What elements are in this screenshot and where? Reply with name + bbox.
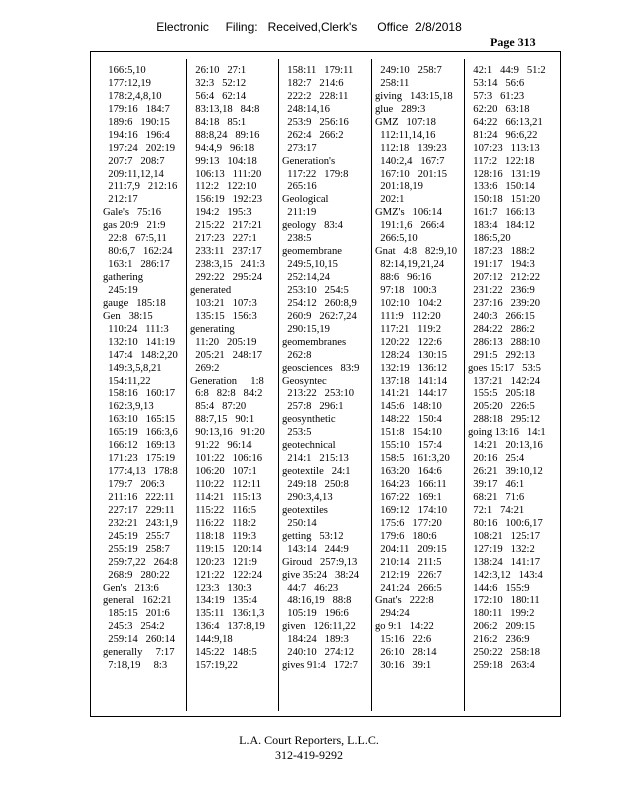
- index-entry: 156:19 192:23: [190, 194, 263, 206]
- index-entry: 262:4 266:2: [282, 129, 344, 141]
- index-entry: 88:8,24 89:16: [190, 129, 260, 141]
- index-entry: 120:22 122:6: [375, 336, 442, 348]
- index-entry: 80:16 100:6,17: [468, 517, 543, 529]
- index-entry: 204:11 209:15: [375, 543, 447, 555]
- index-entry: 250:22 258:18: [468, 647, 541, 659]
- index-entry: 288:18 295:12: [468, 414, 541, 426]
- index-entry: generated: [190, 284, 232, 296]
- index-entry: 213:22 253:10: [282, 388, 355, 400]
- index-entry: 85:4 87:20: [190, 401, 247, 413]
- index-entry: 165:19 166:3,6: [103, 427, 178, 439]
- index-entry: 103:21 107:3: [190, 297, 257, 309]
- index-entry: 108:21 125:17: [468, 530, 541, 542]
- index-entry: 64:22 66:13,21: [468, 116, 543, 128]
- index-entry: Giroud 257:9,13: [282, 556, 358, 568]
- index-entry: 194:2 195:3: [190, 207, 252, 219]
- index-entry: generally 7:17: [103, 647, 175, 659]
- index-entry: 137:21 142:24: [468, 375, 541, 387]
- column-divider: [278, 59, 279, 711]
- index-entry: 202:1: [375, 194, 405, 206]
- index-entry: 182:7 214:6: [282, 77, 344, 89]
- index-entry: 135:15 156:3: [190, 310, 257, 322]
- index-column-4: [375, 65, 461, 715]
- index-entry: 238:3,15 241:3: [190, 259, 265, 271]
- index-entry: 132:19 136:12: [375, 362, 448, 374]
- index-entry: 294:24: [375, 608, 410, 620]
- index-entry: giving 143:15,18: [375, 90, 453, 102]
- index-entry: 259:14 260:14: [103, 634, 176, 646]
- index-entry: 212:19 226:7: [375, 569, 442, 581]
- index-column-1: [103, 65, 181, 715]
- index-entry: goes 15:17 53:5: [468, 362, 541, 374]
- index-entry: 167:22 169:1: [375, 491, 442, 503]
- index-entry: 6:8 82:8 84:2: [190, 388, 263, 400]
- index-entry: 290:15,19: [282, 323, 330, 335]
- index-entry: 72:1 74:21: [468, 504, 525, 516]
- index-entry: 83:13,18 84:8: [190, 103, 260, 115]
- index-entry: 116:22 118:2: [190, 517, 257, 529]
- index-entry: 189:6 190:15: [103, 116, 170, 128]
- index-entry: 118:18 119:3: [190, 530, 257, 542]
- index-entry: 211:16 222:11: [103, 491, 175, 503]
- index-entry: 57:3 61:23: [468, 90, 525, 102]
- index-entry: 158:11 179:11: [282, 65, 354, 76]
- index-entry: 172:10 180:11: [468, 595, 540, 607]
- index-entry: 53:14 56:6: [468, 77, 525, 89]
- index-entry: 245:3 254:2: [103, 621, 165, 633]
- index-entry: 162:3,9,13: [103, 401, 154, 413]
- index-entry: 175:6 177:20: [375, 517, 442, 529]
- index-entry: 286:13 288:10: [468, 336, 541, 348]
- index-entry: 253:5: [282, 427, 312, 439]
- index-entry: 128:24 130:15: [375, 349, 448, 361]
- index-entry: 240:3 266:15: [468, 310, 535, 322]
- index-entry: 26:10 28:14: [375, 647, 437, 659]
- index-entry: 292:22 295:24: [190, 272, 263, 283]
- index-entry: 110:24 111:3: [103, 323, 169, 335]
- index-entry: 169:12 174:10: [375, 504, 448, 516]
- index-entry: 120:23 121:9: [190, 556, 257, 568]
- index-entry: GMZ's 106:14: [375, 207, 442, 219]
- index-entry: 262:8: [282, 349, 312, 361]
- index-entry: 90:13,16 91:20: [190, 427, 265, 439]
- index-entry: 115:22 116:5: [190, 504, 257, 516]
- index-entry: 167:10 201:15: [375, 168, 448, 180]
- index-entry: geotextiles: [282, 504, 328, 516]
- index-entry: 245:19: [103, 284, 138, 296]
- index-entry: 163:1 286:17: [103, 259, 170, 271]
- index-entry: 119:15 120:14: [190, 543, 262, 555]
- index-entry: 112:11,14,16: [375, 129, 436, 141]
- index-entry: 185:15 201:6: [103, 608, 170, 620]
- index-column-5: [468, 65, 556, 715]
- index-entry: 253:9 256:16: [282, 116, 349, 128]
- index-entry: 163:20 164:6: [375, 466, 442, 478]
- index-entry: 237:16 239:20: [468, 297, 541, 309]
- index-entry: 265:16: [282, 181, 317, 193]
- page-number: Page 313: [490, 35, 536, 49]
- index-entry: 205:21 248:17: [190, 349, 263, 361]
- index-entry: 179:16 184:7: [103, 103, 170, 115]
- column-divider: [464, 59, 465, 711]
- index-entry: give 35:24 38:24: [282, 569, 360, 581]
- index-entry: 141:21 144:17: [375, 388, 448, 400]
- index-entry: 249:10 258:7: [375, 65, 442, 76]
- index-entry: 48:16,19 88:8: [282, 595, 352, 607]
- index-entry: 117:2 122:18: [468, 155, 535, 167]
- index-entry: 177:4,13 178:8: [103, 466, 178, 478]
- index-entry: Gale's 75:16: [103, 207, 162, 219]
- index-column-2: [190, 65, 274, 715]
- index-entry: glue 289:3: [375, 103, 426, 115]
- index-entry: 123:3 130:3: [190, 582, 252, 594]
- index-entry: given 126:11,22: [282, 621, 356, 633]
- index-entry: 201:18,19: [375, 181, 423, 193]
- index-entry: 106:13 111:20: [190, 168, 262, 180]
- index-entry: Geosyntec: [282, 375, 327, 387]
- index-entry: getting 53:12: [282, 530, 344, 542]
- index-entry: 14:21 20:13,16: [468, 440, 543, 452]
- index-entry: 252:14,24: [282, 272, 330, 283]
- reporter-phone: 312-419-9292: [275, 748, 343, 762]
- index-entry: 20:16 25:4: [468, 453, 525, 465]
- index-entry: 56:4 62:14: [190, 90, 247, 102]
- index-entry: 241:24 266:5: [375, 582, 442, 594]
- filing-stamp: Electronic Filing: Received,Clerk's Office 2/8/2018: [156, 20, 462, 34]
- index-entry: Gen 38:15: [103, 310, 153, 322]
- index-entry: 250:14: [282, 517, 317, 529]
- index-entry: Generation's: [282, 155, 336, 167]
- index-entry: 155:10 157:4: [375, 440, 442, 452]
- index-entry: gas 20:9 21:9: [103, 220, 166, 232]
- index-entry: 209:11,12,14: [103, 168, 164, 180]
- index-entry: 249:18 250:8: [282, 479, 349, 490]
- index-entry: 42:1 44:9 51:2: [468, 65, 546, 76]
- index-entry: 284:22 286:2: [468, 323, 535, 335]
- index-entry: Generation 1:8: [190, 375, 264, 387]
- index-entry: geosynthetic: [282, 414, 336, 426]
- index-entry: 136:4 137:8,19: [190, 621, 265, 633]
- index-entry: 183:4 184:12: [468, 220, 535, 232]
- index-entry: geomembrane: [282, 246, 343, 258]
- index-entry: 206:2 209:15: [468, 621, 535, 633]
- index-entry: 164:23 166:11: [375, 479, 447, 490]
- index-entry: 161:7 166:13: [468, 207, 535, 219]
- index-entry: GMZ 107:18: [375, 116, 436, 128]
- index-entry: 44:7 46:23: [282, 582, 339, 594]
- index-entry: 127:19 132:2: [468, 543, 535, 555]
- index-entry: 30:16 39:1: [375, 660, 432, 672]
- index-entry: 171:23 175:19: [103, 453, 176, 465]
- index-entry: 151:8 154:10: [375, 427, 442, 439]
- index-entry: 255:19 258:7: [103, 543, 170, 555]
- index-entry: 249:5,10,15: [282, 259, 338, 271]
- index-entry: 149:3,5,8,21: [103, 362, 162, 374]
- index-entry: 290:3,4,13: [282, 491, 333, 503]
- index-entry: geotechnical: [282, 440, 336, 452]
- index-entry: 269:2: [190, 362, 220, 374]
- index-entry: 80:6,7 162:24: [103, 246, 173, 258]
- index-entry: 184:24 189:3: [282, 634, 349, 646]
- index-entry: 68:21 71:6: [468, 491, 525, 503]
- index-entry: 194:16 196:4: [103, 129, 170, 141]
- index-entry: 84:18 85:1: [190, 116, 247, 128]
- index-entry: 106:20 107:1: [190, 466, 257, 478]
- index-entry: 26:10 27:1: [190, 65, 247, 76]
- index-entry: 135:11 136:1,3: [190, 608, 265, 620]
- index-entry: 128:16 131:19: [468, 168, 541, 180]
- index-entry: 142:3,12 143:4: [468, 569, 543, 581]
- index-entry: 254:12 260:8,9: [282, 297, 357, 309]
- index-entry: gauge 185:18: [103, 297, 166, 309]
- index-entry: 180:11 199:2: [468, 608, 535, 620]
- index-entry: 62:20 63:18: [468, 103, 530, 115]
- index-entry: 205:20 226:5: [468, 401, 535, 413]
- index-entry: 259:18 263:4: [468, 660, 535, 672]
- index-entry: geotextile 24:1: [282, 466, 351, 478]
- column-divider: [186, 59, 187, 711]
- index-entry: geology 83:4: [282, 220, 343, 232]
- index-entry: Gnat's 222:8: [375, 595, 434, 607]
- index-entry: 178:2,4,8,10: [103, 90, 162, 102]
- index-entry: 88:6 96:16: [375, 272, 432, 283]
- index-entry: geomembranes: [282, 336, 347, 348]
- index-entry: 15:16 22:6: [375, 634, 432, 646]
- index-entry: general 162:21: [103, 595, 172, 607]
- index-entry: 102:10 104:2: [375, 297, 442, 309]
- index-entry: 166:12 169:13: [103, 440, 176, 452]
- index-entry: 217:23 227:1: [190, 233, 257, 245]
- index-entry: 191:17 194:3: [468, 259, 535, 271]
- index-entry: 258:11: [375, 77, 410, 89]
- index-entry: 138:24 141:17: [468, 556, 541, 568]
- index-entry: 101:22 106:16: [190, 453, 263, 465]
- index-entry: 148:22 150:4: [375, 414, 442, 426]
- index-entry: 179:7 206:3: [103, 479, 165, 490]
- index-entry: 143:14 244:9: [282, 543, 349, 555]
- index-entry: 166:5,10: [103, 65, 146, 76]
- index-entry: 268:9 280:22: [103, 569, 170, 581]
- index-entry: 140:2,4 167:7: [375, 155, 445, 167]
- index-entry: 257:8 296:1: [282, 401, 344, 413]
- reporter-name: L.A. Court Reporters, L.L.C.: [239, 733, 379, 747]
- index-entry: 163:10 165:15: [103, 414, 176, 426]
- index-entry: 207:12 212:22: [468, 272, 541, 283]
- index-entry: 291:5 292:13: [468, 349, 535, 361]
- index-entry: 88:7,15 90:1: [190, 414, 255, 426]
- index-entry: 260:9 262:7,24: [282, 310, 357, 322]
- index-entry: 154:11,22: [103, 375, 151, 387]
- index-entry: 186:5,20: [468, 233, 511, 245]
- index-entry: going 13:16 14:1: [468, 427, 546, 439]
- index-entry: 114:21 115:13: [190, 491, 262, 503]
- index-entry: 144:9,18: [190, 634, 233, 646]
- index-entry: 210:14 211:5: [375, 556, 442, 568]
- index-entry: gathering: [103, 272, 144, 283]
- index-entry: 107:23 113:13: [468, 142, 540, 154]
- index-entry: 11:20 205:19: [190, 336, 257, 348]
- index-entry: 134:19 135:4: [190, 595, 257, 607]
- index-entry: 117:21 119:2: [375, 323, 442, 335]
- index-entry: 7:18,19 8:3: [103, 660, 168, 672]
- index-entry: 144:6 155:9: [468, 582, 530, 594]
- index-entry: 157:19,22: [190, 660, 238, 672]
- index-entry: 158:5 161:3,20: [375, 453, 450, 465]
- index-entry: 216:2 236:9: [468, 634, 530, 646]
- index-entry: 215:22 217:21: [190, 220, 263, 232]
- index-entry: Gnat 4:8 82:9,10: [375, 246, 458, 258]
- index-frame: [90, 51, 561, 717]
- index-entry: 211:7,9 212:16: [103, 181, 178, 193]
- index-entry: 94:4,9 96:18: [190, 142, 255, 154]
- index-entry: 137:18 141:14: [375, 375, 448, 387]
- index-entry: 233:11 237:17: [190, 246, 262, 258]
- column-divider: [371, 59, 372, 711]
- index-entry: 207:7 208:7: [103, 155, 165, 167]
- index-entry: 211:19: [282, 207, 317, 219]
- index-entry: 97:18 100:3: [375, 284, 437, 296]
- index-entry: 91:22 96:14: [190, 440, 252, 452]
- index-entry: 147:4 148:2,20: [103, 349, 178, 361]
- index-entry: 26:21 39:10,12: [468, 466, 543, 478]
- index-column-3: [282, 65, 367, 715]
- index-entry: 158:16 160:17: [103, 388, 176, 400]
- index-entry: 227:17 229:11: [103, 504, 175, 516]
- index-entry: 240:10 274:12: [282, 647, 355, 659]
- index-entry: 132:10 141:19: [103, 336, 176, 348]
- index-entry: 145:22 148:5: [190, 647, 257, 659]
- index-entry: 214:1 215:13: [282, 453, 349, 465]
- index-entry: 32:3 52:12: [190, 77, 247, 89]
- index-entry: 82:14,19,21,24: [375, 259, 445, 271]
- index-entry: 259:7,22 264:8: [103, 556, 178, 568]
- index-entry: 121:22 122:24: [190, 569, 263, 581]
- index-entry: 110:22 112:11: [190, 479, 261, 490]
- index-entry: go 9:1 14:22: [375, 621, 434, 633]
- index-entry: 253:10 254:5: [282, 284, 349, 296]
- index-entry: 191:1,6 266:4: [375, 220, 445, 232]
- index-entry: 232:21 243:1,9: [103, 517, 178, 529]
- index-entry: 112:2 122:10: [190, 181, 257, 193]
- index-entry: 248:14,16: [282, 103, 330, 115]
- index-entry: 266:5,10: [375, 233, 418, 245]
- index-entry: 273:17: [282, 142, 317, 154]
- index-entry: 222:2 228:11: [282, 90, 349, 102]
- index-entry: Geological: [282, 194, 329, 206]
- index-entry: 197:24 202:19: [103, 142, 176, 154]
- index-entry: 111:9 112:20: [375, 310, 441, 322]
- index-entry: generating: [190, 323, 235, 335]
- index-entry: geosciences 83:9: [282, 362, 360, 374]
- index-entry: 39:17 46:1: [468, 479, 525, 490]
- index-entry: 133:6 150:14: [468, 181, 535, 193]
- index-entry: 22:8 67:5,11: [103, 233, 167, 245]
- index-entry: 99:13 104:18: [190, 155, 257, 167]
- index-entry: 187:23 188:2: [468, 246, 535, 258]
- index-entry: 145:6 148:10: [375, 401, 442, 413]
- index-entry: 177:12,19: [103, 77, 151, 89]
- index-entry: 117:22 179:8: [282, 168, 349, 180]
- index-entry: 150:18 151:20: [468, 194, 541, 206]
- index-entry: 105:19 196:6: [282, 608, 349, 620]
- index-entry: 245:19 255:7: [103, 530, 170, 542]
- index-entry: 238:5: [282, 233, 312, 245]
- index-entry: 155:5 205:18: [468, 388, 535, 400]
- index-entry: 212:17: [103, 194, 138, 206]
- index-entry: 179:6 180:6: [375, 530, 437, 542]
- index-entry: Gen's 213:6: [103, 582, 159, 594]
- index-entry: 112:18 139:23: [375, 142, 447, 154]
- index-entry: 231:22 236:9: [468, 284, 535, 296]
- index-entry: 81:24 96:6,22: [468, 129, 538, 141]
- index-entry: gives 91:4 172:7: [282, 660, 358, 672]
